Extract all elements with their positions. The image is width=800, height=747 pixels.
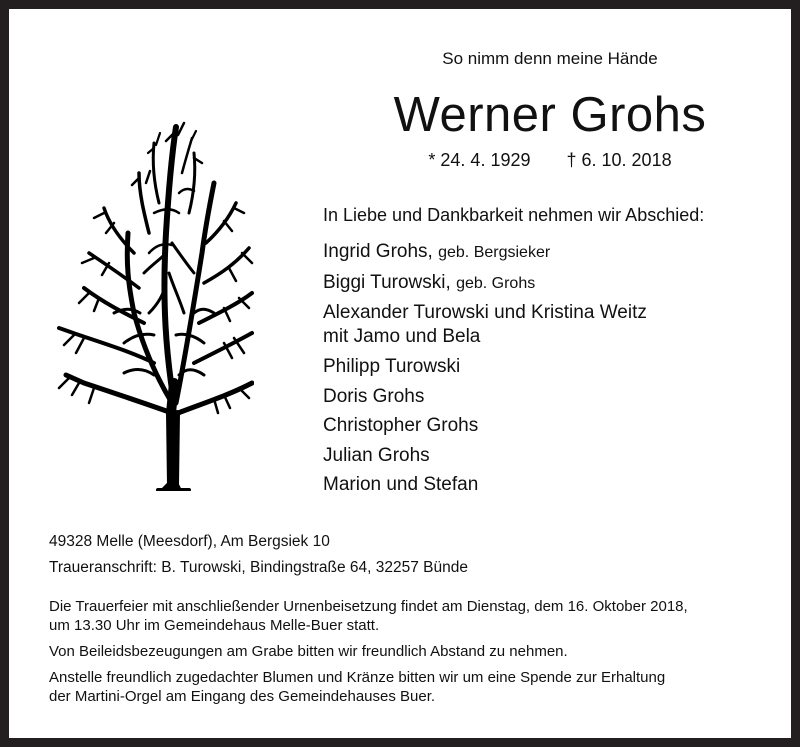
mourner-item: Philipp Turowski (323, 356, 461, 377)
condolence-note: Von Beileidsbezeugungen am Grabe bitten wir freundlich Abstand zu nehmen. (49, 643, 568, 660)
mourning-address: Traueranschrift: B. Turowski, Bindingstraße 64, 32257 Bünde (49, 559, 469, 576)
obituary-notice (9, 9, 791, 738)
mourner-item: Christopher Grohs (323, 415, 479, 436)
mourner-item: Alexander Turowski und Kristina Weitz (323, 302, 647, 323)
birth-date: * 24. 4. 1929 (428, 150, 531, 170)
tree-icon (54, 113, 254, 491)
mourner-item: Biggi Turowski, geb. Grohs (323, 271, 536, 293)
life-dates (309, 150, 791, 171)
address-block (49, 529, 468, 581)
mourners-list (323, 237, 647, 500)
ceremony-info: Die Trauerfeier mit anschließender Urnenbeisetzung findet am Dienstag, dem 16. Oktober 2018, um 13.30 Uhr im Gemeindehaus Melle-Buer statt. (49, 598, 688, 634)
notices-block (49, 597, 779, 713)
motto: So nimm denn meine Hände (442, 49, 658, 68)
mourner-item: Doris Grohs (323, 385, 425, 407)
mourner-item: Marion und Stefan (323, 474, 479, 495)
mourner-item: mit Jamo und Bela (323, 326, 481, 347)
mourner-item: Julian Grohs (323, 444, 430, 466)
mourner-item: Ingrid Grohs, geb. Bergsieker (323, 241, 551, 262)
home-address: 49328 Melle (Meesdorf), Am Bergsiek 10 (49, 533, 330, 550)
death-date: † 6. 10. 2018 (566, 150, 672, 170)
farewell-line: In Liebe und Dankbarkeit nehmen wir Abschied: (323, 205, 705, 225)
deceased-name: Werner Grohs (393, 88, 707, 142)
donation-request: Anstelle freundlich zugedachter Blumen und Kränze bitten wir um eine Spende zur Erhaltung der Martini-Orgel am Eingang des Gemeindehauses Buer. (49, 669, 666, 705)
